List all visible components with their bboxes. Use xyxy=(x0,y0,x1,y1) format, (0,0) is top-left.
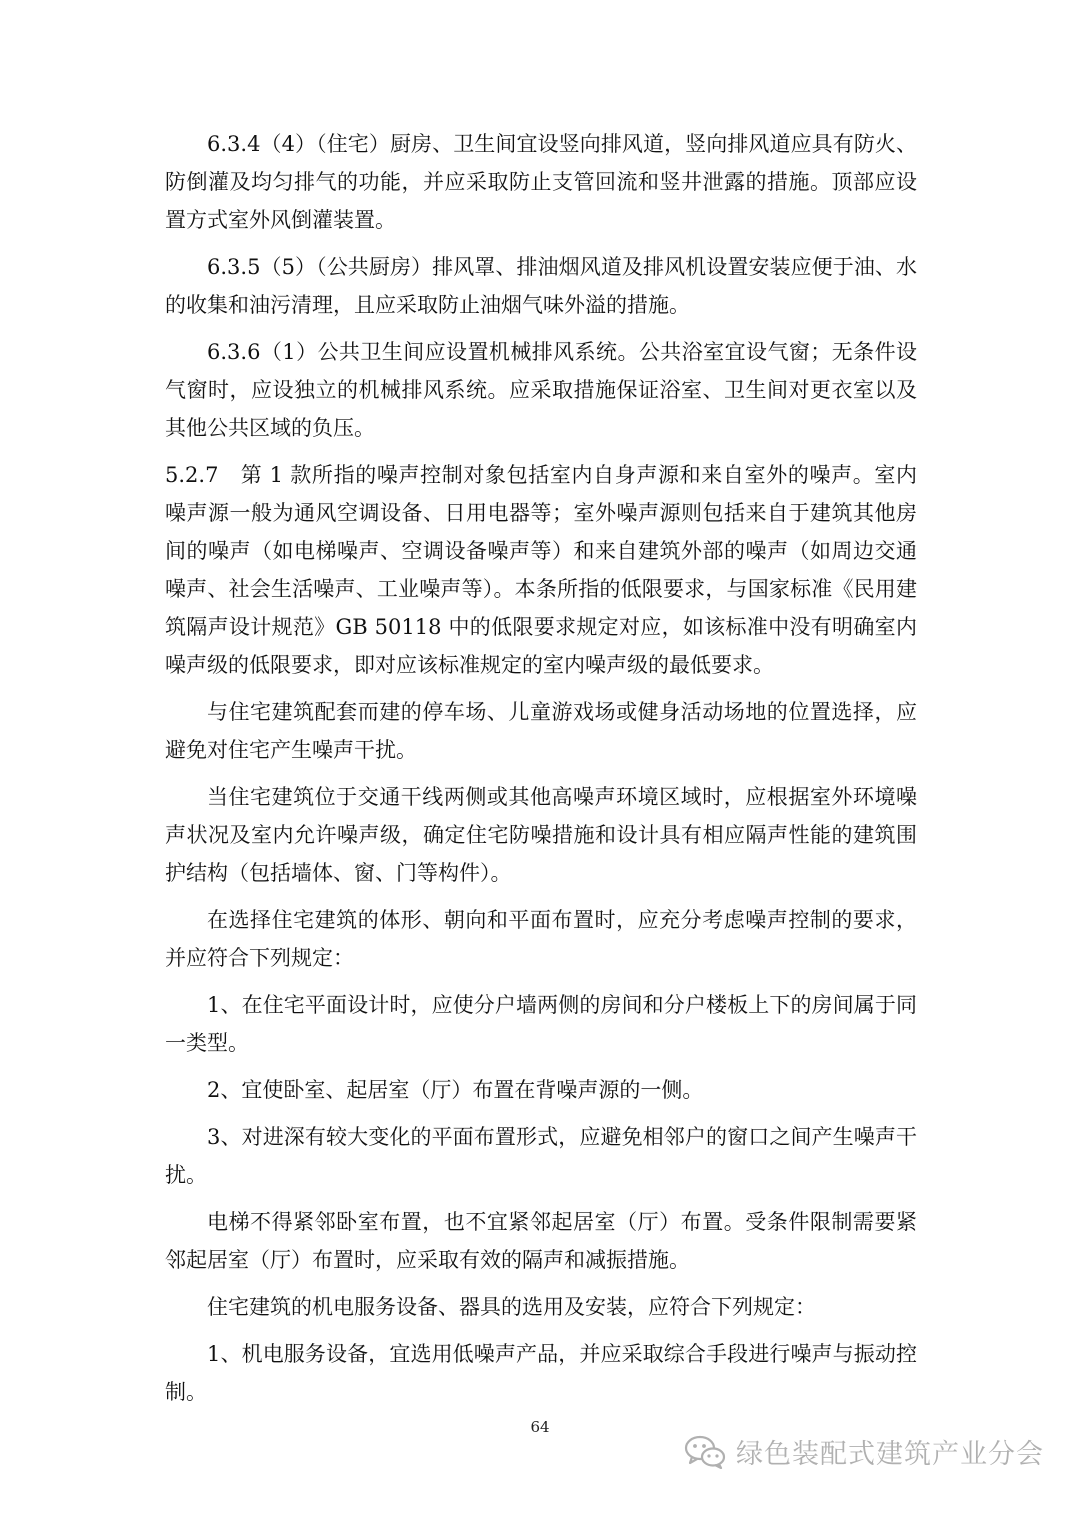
wechat-icon xyxy=(684,1435,726,1469)
paragraph-traffic-noise: 当住宅建筑位于交通干线两侧或其他高噪声环境区域时，应根据室外环境噪声状况及室内允许噪声级，确定住宅防噪措施和设计具有相应隔声性能的建筑围护结构（包括墙体、窗、门等构件）。 xyxy=(165,785,917,885)
paragraph-6-3-4: 6.3.4（4）（住宅）厨房、卫生间宜设竖向排风道，竖向排风道应具有防火、防倒灌及均匀排气的功能，并应采取防止支管回流和竖井泄露的措施。顶部应设置方式室外风倒灌装置。 xyxy=(165,132,917,232)
page-number: 64 xyxy=(530,1418,550,1436)
paragraph-building-form: 在选择住宅建筑的体形、朝向和平面布置时，应充分考虑噪声控制的要求，并应符合下列规定： xyxy=(165,908,917,970)
list-item-2: 2、宜使卧室、起居室（厅）布置在背噪声源的一侧。 xyxy=(207,1078,704,1102)
watermark xyxy=(684,1432,1044,1471)
paragraph-6-3-5: 6.3.5（5）（公共厨房）排风罩、排油烟风道及排风机设置安装应便于油、水的收集和油污清理，且应采取防止油烟气味外溢的措施。 xyxy=(165,255,917,317)
paragraph-site-layout: 与住宅建筑配套而建的停车场、儿童游戏场或健身活动场地的位置选择，应避免对住宅产生噪声干扰。 xyxy=(165,700,917,762)
paragraph-6-3-6: 6.3.6（1）公共卫生间应设置机械排风系统。公共浴室宜设气窗；无条件设气窗时，应设独立的机械排风系统。应采取措施保证浴室、卫生间对更衣室以及其他公共区域的负压。 xyxy=(165,340,917,440)
paragraph-elevator: 电梯不得紧邻卧室布置，也不宜紧邻起居室（厅）布置。受条件限制需要紧邻起居室（厅）布置时，应采取有效的隔声和减振措施。 xyxy=(165,1210,917,1272)
list-item-1: 1、在住宅平面设计时，应使分户墙两侧的房间和分户楼板上下的房间属于同一类型。 xyxy=(165,993,917,1055)
list-item-mep-1: 1、机电服务设备，宜选用低噪声产品，并应采取综合手段进行噪声与振动控制。 xyxy=(165,1342,917,1404)
paragraph-mep-equipment: 住宅建筑的机电服务设备、器具的选用及安装，应符合下列规定： xyxy=(207,1295,816,1319)
list-item-3: 3、对进深有较大变化的平面布置形式，应避免相邻户的窗口之间产生噪声干扰。 xyxy=(165,1125,917,1187)
document-body xyxy=(165,125,917,1420)
watermark-text: 绿色装配式建筑产业分会 xyxy=(736,1439,1044,1470)
paragraph-5-2-7: 5.2.7 第 1 款所指的噪声控制对象包括室内自身声源和来自室外的噪声。室内噪声源一般为通风空调设备、日用电器等；室外噪声源则包括来自于建筑其他房间的噪声（如电梯噪声、空调设备噪声等）和来自建筑外部的噪声（如周边交通噪声、社会生活噪声、工业噪声等）。本条所指的低限要求，与国家标准《民用建筑隔声设计规范》GB 50118 中的低限要求规定对应，如该标准中没有明确室内噪声级的低限要求，即对应该标准规定的室内噪声级的最低要求。 xyxy=(165,463,917,677)
